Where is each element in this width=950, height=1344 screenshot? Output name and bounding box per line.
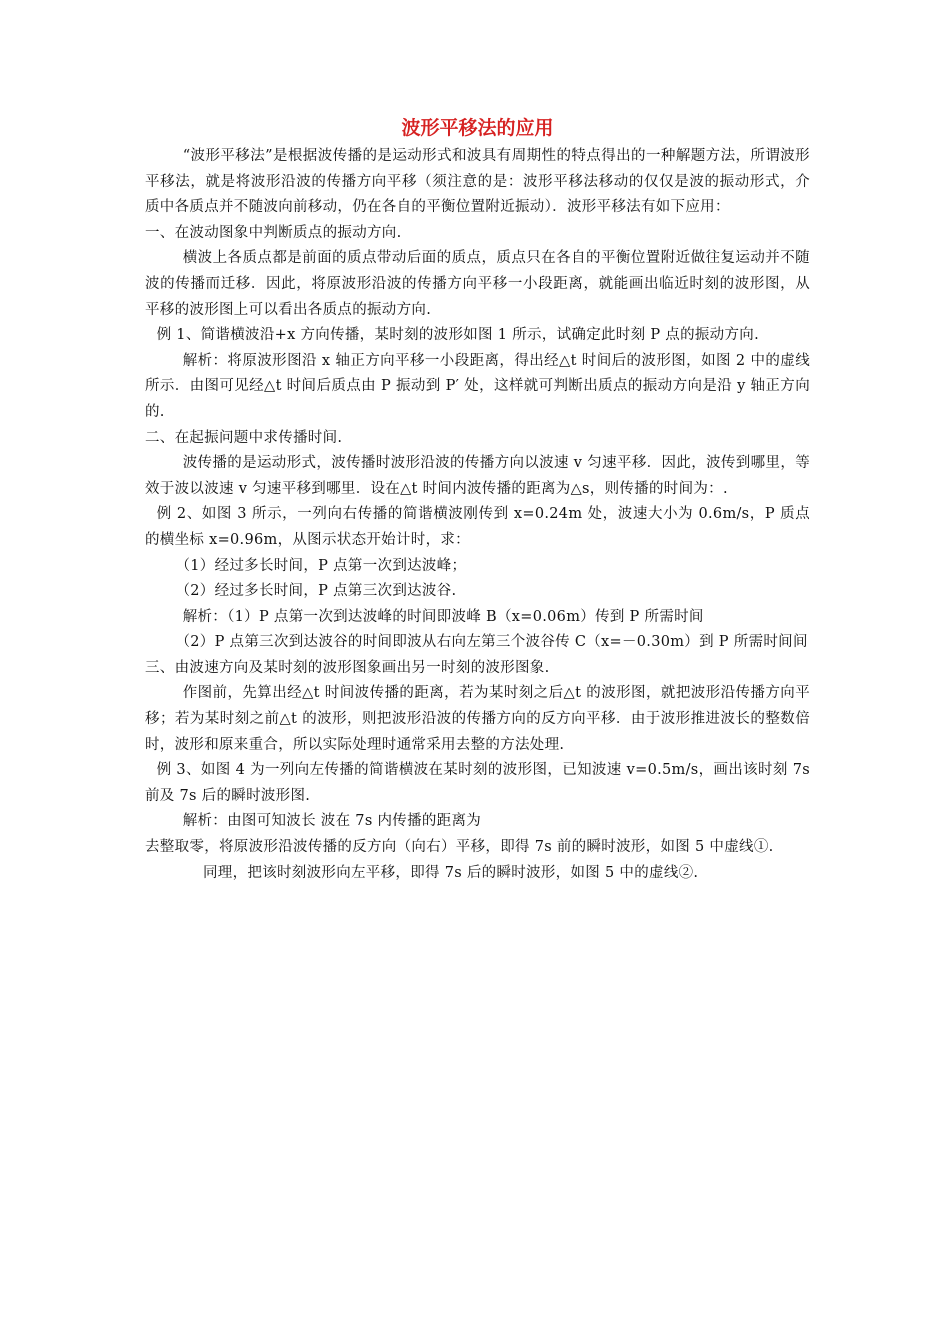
example-1-analysis: 解析：将原波形图沿 x 轴正方向平移一小段距离，得出经△t 时间后的波形图，如图 2 中的虚线所示．由图可见经△t 时间后质点由 P 振动到 P′ 处，这样就可判断出质点的振动方向是沿 y 轴正方向的. [145, 352, 810, 420]
section-3-body: 作图前，先算出经△t 时间波传播的距离，若为某时刻之后△t 的波形图，就把波形沿传播方向平移；若为某时刻之前△t 的波形，则把波形沿波的传播方向的反方向平移．由于波形推进波长的整数倍时，波形和原来重合，所以实际处理时通常采用去整的方法处理. [145, 685, 810, 753]
section-heading-1: 一、在波动图象中判断质点的振动方向. [145, 224, 402, 241]
example-2-question-2: （2）经过多长时间，P 点第三次到达波谷. [175, 583, 457, 600]
example-2-question-1: （1）经过多长时间，P 点第一次到达波峰； [175, 557, 467, 574]
example-3-conclusion: 同理，把该时刻波形向左平移，即得 7s 后的瞬时波形，如图 5 中的虚线②. [203, 864, 699, 881]
example-3-analysis: 解析：由图可知波长 波在 7s 内传播的距离为 [182, 813, 482, 830]
example-2-analysis-2: （2）P 点第三次到达波谷的时间即波从右向左第三个波谷传 C（x=－0.30m）到 P 所需时间间 [175, 634, 808, 651]
document-page [145, 112, 810, 886]
document-title: 波形平移法的应用 [401, 117, 554, 139]
section-heading-3: 三、由波速方向及某时刻的波形图象画出另一时刻的波形图象. [145, 659, 550, 676]
example-1: 例 1、简谐横波沿+x 方向传播，某时刻的波形如图 1 所示，试确定此时刻 P 点的振动方向. [156, 327, 759, 344]
example-2: 例 2、如图 3 所示，一列向右传播的简谐横波刚传到 x=0.24m 处，波速大小为 0.6m/s，P 质点的横坐标 x=0.96m，从图示状态开始计时，求： [145, 506, 810, 548]
section-heading-2: 二、在起振问题中求传播时间. [145, 429, 343, 446]
intro-paragraph: “波形平移法”是根据波传播的是运动形式和波具有周期性的特点得出的一种解题方法，所谓波形平移法，就是将波形沿波的传播方向平移（须注意的是：波形平移法移动的仅仅是波的振动形式，介质中各质点并不随波向前移动，仍在各自的平衡位置附近振动）．波形平移法有如下应用： [145, 148, 810, 216]
section-1-body: 横波上各质点都是前面的质点带动后面的质点，质点只在各自的平衡位置附近做往复运动并不随波的传播而迁移．因此，将原波形沿波的传播方向平移一小段距离，就能画出临近时刻的波形图，从平移的波形图上可以看出各质点的振动方向. [145, 250, 810, 318]
section-2-body: 波传播的是运动形式，波传播时波形沿波的传播方向以波速 v 匀速平移．因此，波传到哪里，等效于波以波速 v 匀速平移到哪里．设在△t 时间内波传播的距离为△s，则传播的时间为：. [145, 455, 810, 497]
example-3-analysis-continued: 去整取零，将原波形沿波传播的反方向（向右）平移，即得 7s 前的瞬时波形，如图 5 中虚线①. [145, 839, 774, 856]
example-3: 例 3、如图 4 为一列向左传播的简谐横波在某时刻的波形图，已知波速 v=0.5m/s，画出该时刻 7s 前及 7s 后的瞬时波形图. [145, 762, 810, 804]
example-2-analysis-1: 解析：（1）P 点第一次到达波峰的时间即波峰 B（x=0.06m）传到 P 所需时间 [182, 608, 704, 625]
